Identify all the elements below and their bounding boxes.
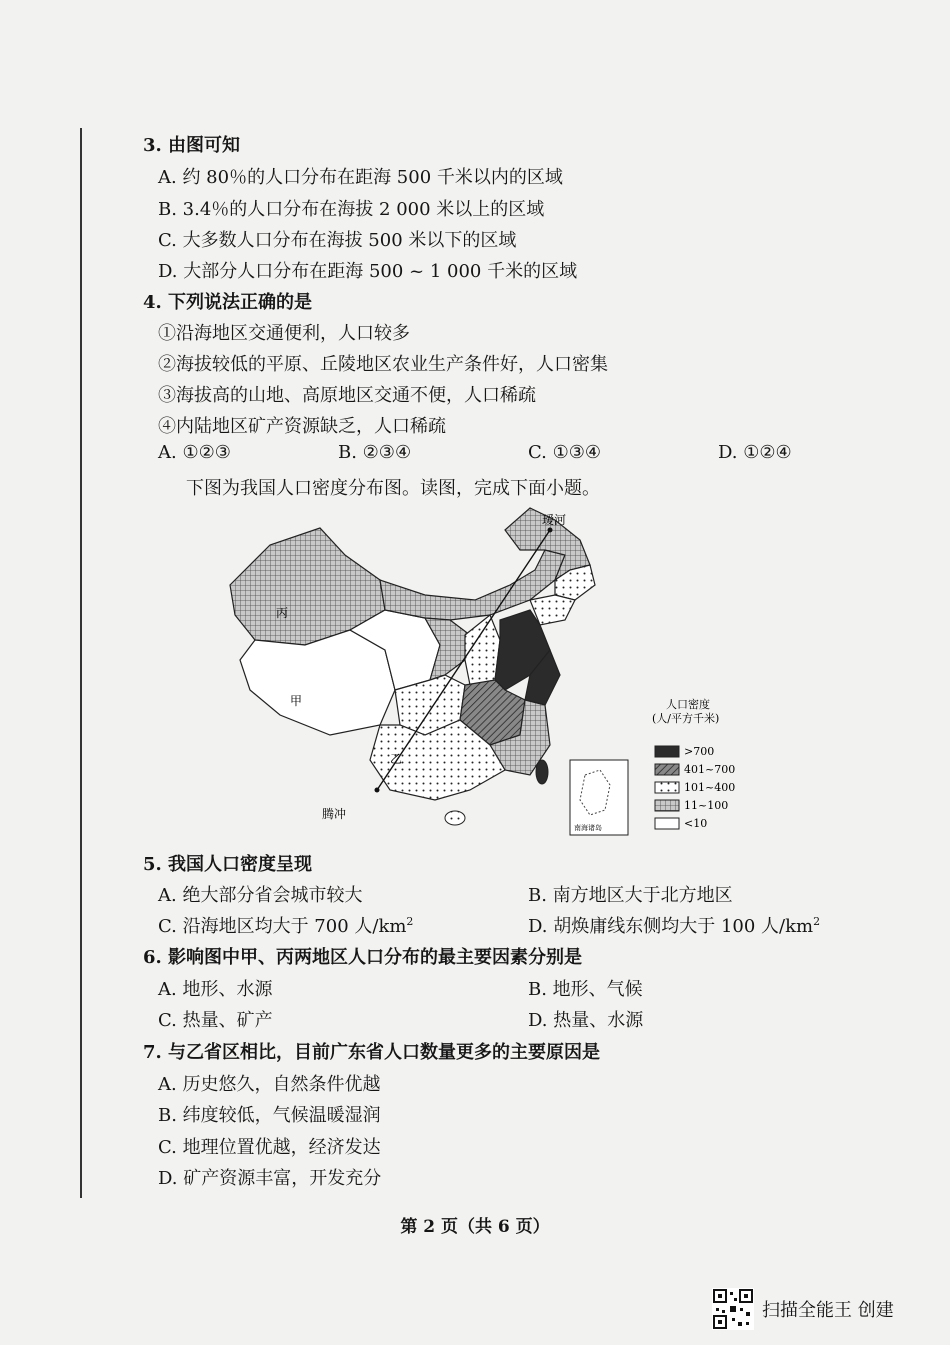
q5-stem: 5. 我国人口密度呈现: [143, 854, 313, 875]
q3-stem: 3. 由图可知: [143, 135, 241, 156]
q3-option-c: C. 大多数人口分布在海拔 500 米以下的区域: [158, 230, 517, 251]
q6-option-b: B. 地形、气候: [528, 979, 643, 1000]
page-footer: 第 2 页（共 6 页）: [400, 1217, 550, 1237]
q4-statement-2: ②海拔较低的平原、丘陵地区农业生产条件好，人口密集: [158, 354, 608, 375]
legend-swatch-3: [655, 782, 679, 793]
q6-option-d: D. 热量、水源: [528, 1010, 644, 1031]
q7-option-c: C. 地理位置优越，经济发达: [158, 1137, 381, 1158]
q5-option-b: B. 南方地区大于北方地区: [528, 885, 733, 906]
q4-stem: 4. 下列说法正确的是: [143, 292, 313, 313]
qr-code-icon: [712, 1288, 754, 1330]
q7-option-a: A. 历史悠久，自然条件优越: [158, 1074, 381, 1095]
q3-option-a: A. 约 80％的人口分布在距海 500 千米以内的区域: [158, 167, 563, 188]
q5-option-d: D. 胡焕庸线东侧均大于 100 人$/km^2$: [528, 915, 821, 937]
q7-stem: 7. 与乙省区相比，目前广东省人口数量更多的主要原因是: [143, 1042, 601, 1063]
legend-label-2: 401~700: [684, 763, 736, 776]
q5-option-a: A. 绝大部分省会城市较大: [158, 885, 363, 906]
q4-choice-d: D. ①②④: [718, 442, 792, 463]
q6-stem: 6. 影响图中甲、丙两地区人口分布的最主要因素分别是: [143, 947, 583, 968]
region-tibet: [240, 630, 395, 735]
region-taiwan: [536, 760, 548, 784]
label-aihui: 瑷河: [542, 513, 567, 527]
map-intro: 下图为我国人口密度分布图。读图，完成下面小题。: [186, 478, 600, 499]
q7-option-b: B. 纬度较低，气候温暖湿润: [158, 1105, 381, 1126]
scanner-watermark: [712, 1288, 894, 1330]
margin-line: [80, 128, 82, 1198]
legend-swatch-5: [655, 818, 679, 829]
q4-statement-3: ③海拔高的山地、高原地区交通不便，人口稀疏: [158, 385, 536, 406]
legend-label-1: >700: [684, 745, 715, 758]
q4-choice-a: A. ①②③: [158, 442, 231, 463]
region-hainan: [445, 811, 465, 825]
legend-title-1: 人口密度: [666, 698, 710, 711]
q3-option-b: B. 3.4％的人口分布在海拔 2 000 米以上的区域: [158, 199, 545, 220]
q3-option-d: D. 大部分人口分布在距海 500 ~ 1 000 千米的区域: [158, 261, 578, 282]
q4-statement-4: ④内陆地区矿产资源缺乏，人口稀疏: [158, 416, 446, 437]
label-bing: 丙: [276, 606, 289, 620]
legend-swatch-2: [655, 764, 679, 775]
label-yi: 乙: [390, 752, 403, 766]
legend-title-2: (人/平方千米): [652, 712, 720, 725]
legend-label-4: 11~100: [684, 799, 729, 812]
q6-option-c: C. 热量、矿产: [158, 1010, 273, 1031]
q4-choice-b: B. ②③④: [338, 442, 412, 463]
q4-choice-c: C. ①③④: [528, 442, 601, 463]
legend-label-3: 101~400: [684, 781, 736, 794]
population-density-map: [210, 500, 755, 840]
inset-label: 南海诸岛: [574, 824, 602, 832]
legend-swatch-1: [655, 746, 679, 757]
legend-swatch-4: [655, 800, 679, 811]
watermark-text: 扫描全能王 创建: [762, 1300, 894, 1321]
legend-label-5: <10: [684, 817, 708, 830]
q7-option-d: D. 矿产资源丰富，开发充分: [158, 1168, 382, 1189]
label-tengchong: 腾冲: [322, 807, 347, 821]
label-jia: 甲: [290, 694, 303, 708]
q4-statement-1: ①沿海地区交通便利，人口较多: [158, 323, 410, 344]
q5-option-c: C. 沿海地区均大于 700 人$/km^2$: [158, 915, 414, 937]
q6-option-a: A. 地形、水源: [158, 979, 273, 1000]
